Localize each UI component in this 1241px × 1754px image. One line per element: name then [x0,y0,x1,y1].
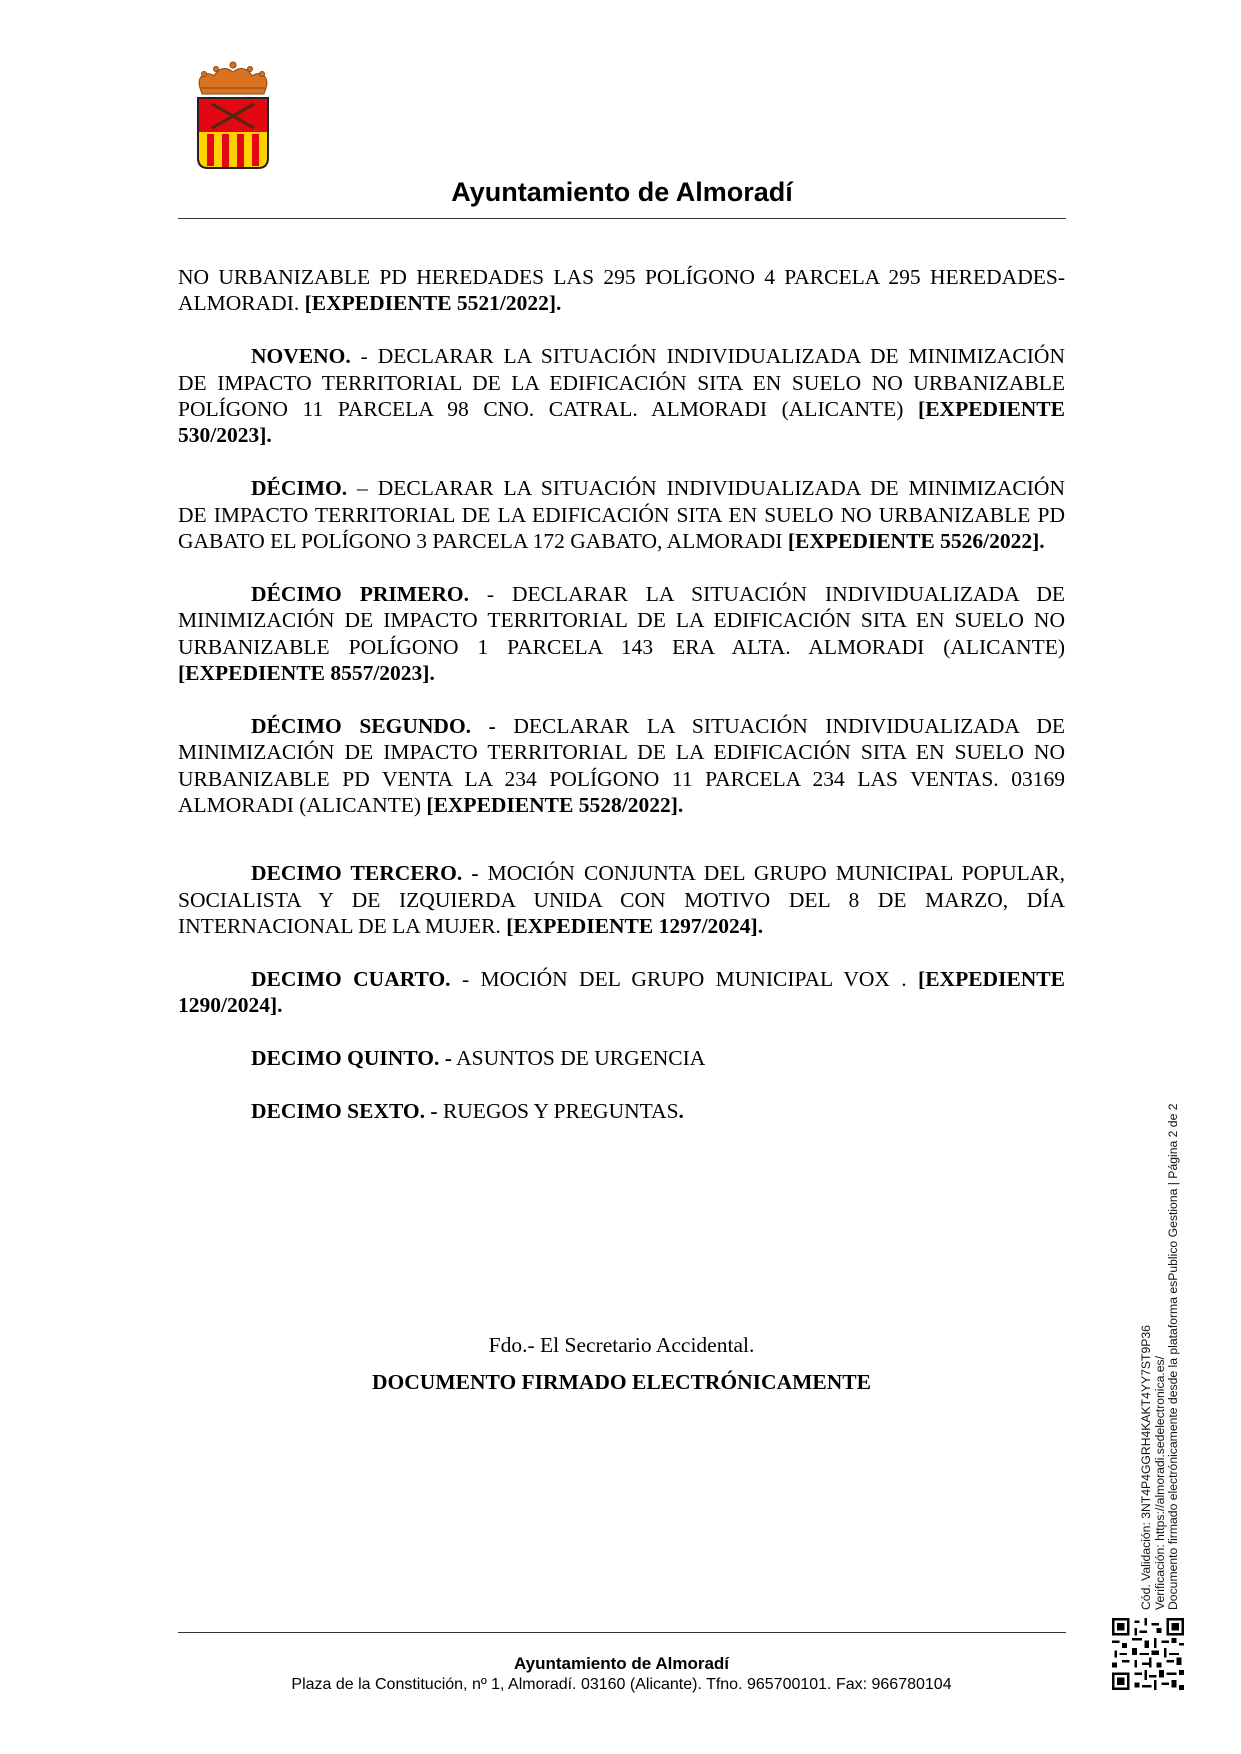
agenda-item-continuation: NO URBANIZABLE PD HEREDADES LAS 295 POLÍGONO 4 PARCELA 295 HEREDADES-ALMORADI. [EXPEDIENTE 5521/2022]. [178,265,1065,316]
page-header-title: Ayuntamiento de Almoradí [451,177,793,207]
agenda-item-decimo: DÉCIMO. – DECLARAR LA SITUACIÓN INDIVIDUALIZADA DE MINIMIZACIÓN DE IMPACTO TERRITORIAL DE LA EDIFICACIÓN SITA EN SUELO NO URBANIZABLE PD GABATO EL POLÍGONO 3 PARCELA 172 GABATO, ALMORADI [EXPEDIENTE 5526/2022]. [178,476,1065,554]
agenda-item-decimo-quinto: DECIMO QUINTO. - ASUNTOS DE URGENCIA [251,1046,706,1071]
coat-of-arms-logo [192,58,274,174]
agenda-item-decimo-segundo: DÉCIMO SEGUNDO. - DECLARAR LA SITUACIÓN INDIVIDUALIZADA DE MINIMIZACIÓN DE IMPACTO TERRITORIAL DE LA EDIFICACIÓN SITA EN SUELO NO URBANIZABLE PD VENTA LA 234 POLÍGONO 11 PARCELA 234 LAS VENTAS. 03169 ALMORADI (ALICANTE) [EXPEDIENTE 5528/2022]. [178,713,1065,818]
signature-block [178,1332,1065,1395]
agenda-item-noveno: NOVENO. - DECLARAR LA SITUACIÓN INDIVIDUALIZADA DE MINIMIZACIÓN DE IMPACTO TERRITORIAL DE LA EDIFICACIÓN SITA EN SUELO NO URBANIZABLE POLÍGONO 11 PARCELA 98 CNO. CATRAL. ALMORADI (ALICANTE) [EXPEDIENTE 530/2023]. [178,344,1065,448]
page-footer [178,1653,1065,1695]
agenda-item-decimo-sexto: DECIMO SEXTO. - RUEGOS Y PREGUNTAS. [251,1099,684,1124]
signature-platform-note: Documento firmado electrónicamente desde la plataforma esPublico Gestiona | Página 2 de 2 [1166,1103,1180,1610]
footer-organization: Ayuntamiento de Almoradí [513,1654,730,1673]
validation-code: Cód. Validación: 3NT4P4GGRH4KAKT4YY7ST9P36 [1139,1325,1153,1610]
header-divider [178,218,1066,219]
verification-url: Verificación: https://almoradi.sedelectronica.es/ [1152,1355,1167,1610]
electronic-signature-notice: DOCUMENTO FIRMADO ELECTRÓNICAMENTE [372,1370,871,1394]
agenda-item-decimo-primero: DÉCIMO PRIMERO. - DECLARAR LA SITUACIÓN INDIVIDUALIZADA DE MINIMIZACIÓN DE IMPACTO TERRITORIAL DE LA EDIFICACIÓN SITA EN SUELO NO URBANIZABLE POLÍGONO 1 PARCELA 143 ERA ALTA. ALMORADI (ALICANTE) [EXPEDIENTE 8557/2023]. [178,581,1065,686]
agenda-item-decimo-tercero: DECIMO TERCERO. - MOCIÓN CONJUNTA DEL GRUPO MUNICIPAL POPULAR, SOCIALISTA Y DE IZQUIERDA UNIDA CON MOTIVO DEL 8 DE MARZO, DÍA INTERNACIONAL DE LA MUJER. [EXPEDIENTE 1297/2024]. [178,861,1066,939]
verification-sidebar [1140,1090,1181,1610]
document-body [178,264,1065,1124]
qr-code-icon [1112,1618,1184,1690]
footer-divider [178,1632,1066,1633]
footer-address: Plaza de la Constitución, nº 1, Almoradí. 03160 (Alicante). Tfno. 965700101. Fax: 966780104 [291,1676,952,1693]
agenda-item-decimo-cuarto: DECIMO CUARTO. - MOCIÓN DEL GRUPO MUNICIPAL VOX . [EXPEDIENTE 1290/2024]. [178,967,1065,1018]
signer-line: Fdo.- El Secretario Accidental. [488,1333,755,1357]
